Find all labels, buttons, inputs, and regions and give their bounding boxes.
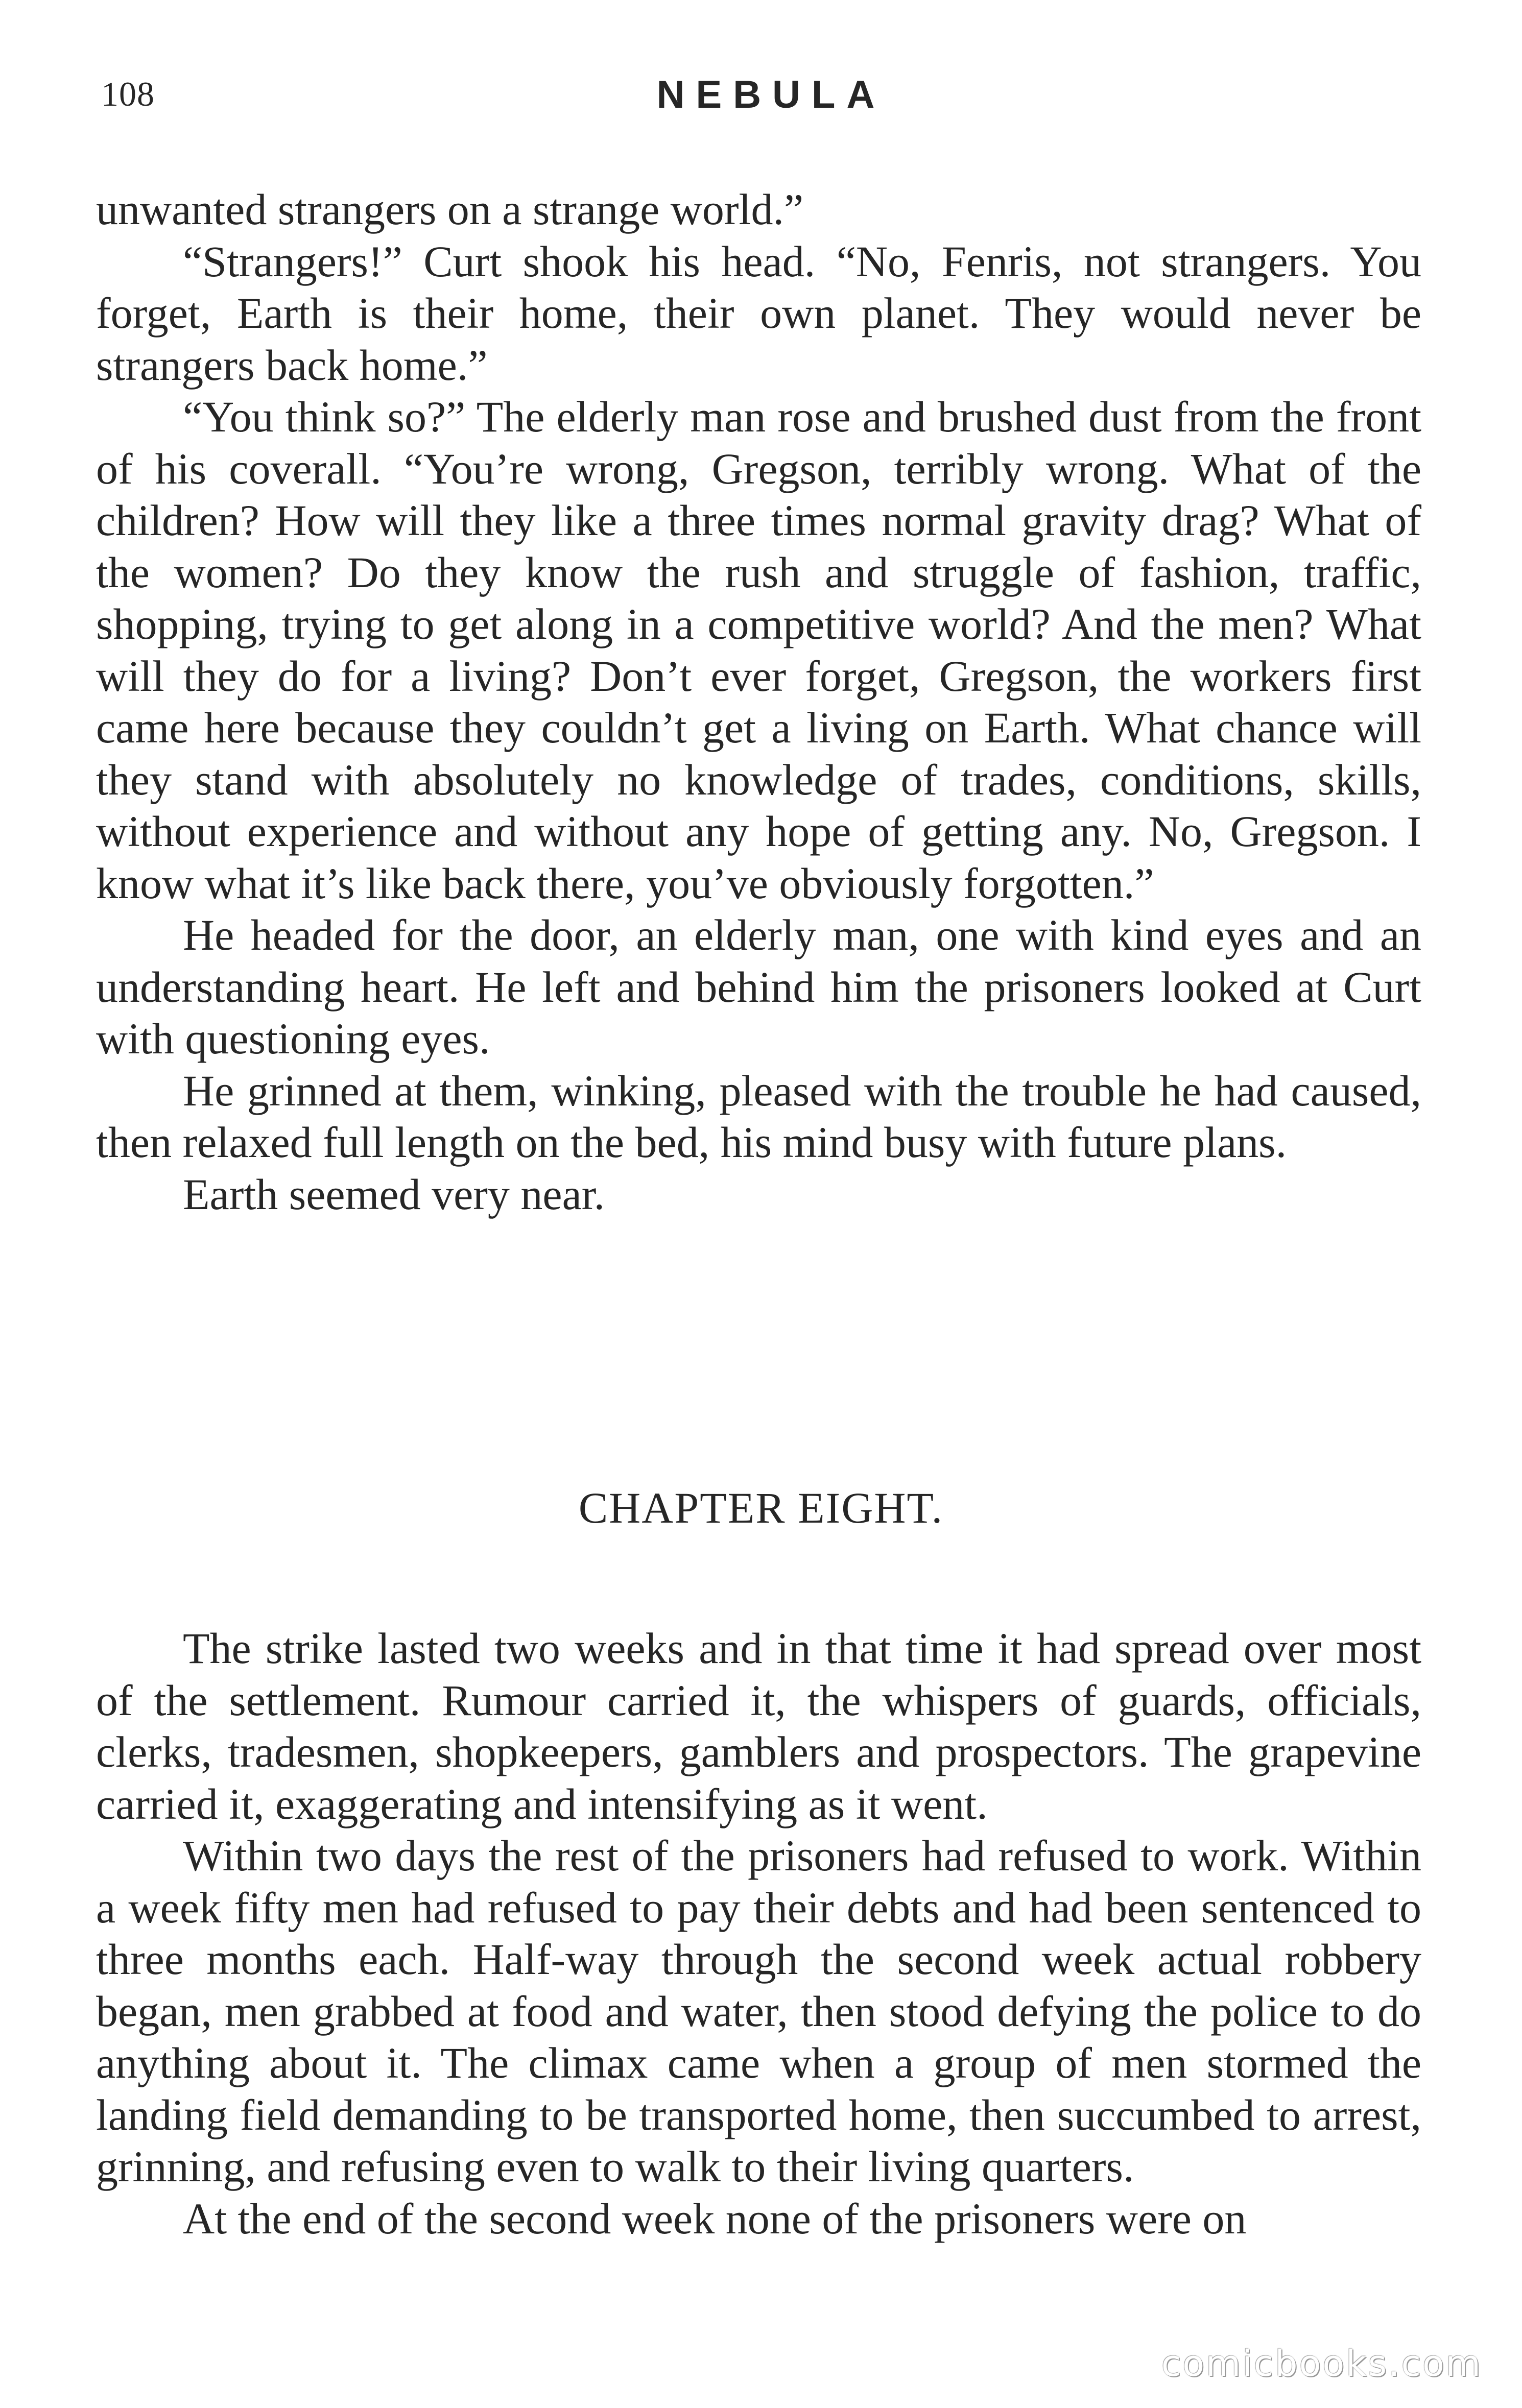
paragraph: He headed for the door, an elderly man, one with kind eyes and an understanding heart. He left and behind him the prisoners looked at Curt with questioning eyes. xyxy=(96,910,1421,1063)
paragraph: He grinned at them, winking, pleased with the trouble he had caused, then relaxed full length on the bed, his mind busy with future plans. xyxy=(96,1066,1421,1167)
paragraph-continuation: unwanted strangers on a strange world.” xyxy=(96,185,804,234)
paragraph: “You think so?” The elderly man rose and brushed dust from the front of his coverall. “You’re wrong, Gregson, terribly wrong. What of the children? How will they like a three times normal gravity drag? What of the women? Do they know the rush and struggle of fashion, traffic, shopping, trying to get along in a competitive world? And the men? What will they do for a living? Don’t ever forget, Gregson, the workers first came here because they couldn’t get a living on Earth. What chance will they stand with absolutely no knowledge of trades, conditions, skills, without experience and without any hope of getting any. No, Gregson. I know what it’s like back there, you’ve obviously forgotten.” xyxy=(96,392,1421,908)
running-title: NEBULA xyxy=(656,73,886,116)
page-number: 108 xyxy=(101,75,155,113)
text-column-bottom xyxy=(96,1623,1421,2245)
paragraph: The strike lasted two weeks and in that time it had spread over most of the settlement. Rumour carried it, the whispers of guards, officials, clerks, tradesmen, shopkeepers, gamblers and prospectors. The grapevine carried it, exaggerating and intensifying as it went. xyxy=(96,1624,1421,1828)
paragraph: At the end of the second week none of the prisoners were on xyxy=(183,2194,1247,2243)
paragraph: Within two days the rest of the prisoners had refused to work. Within a week fifty men had refused to pay their debts and had been sentenced to three months each. Half-way through the second week actual robbery began, men grabbed at food and water, then stood defying the police to do anything about it. The climax came when a group of men stormed the landing field demanding to be transported home, then succumbed to arrest, grinning, and refusing even to walk to their living quarters. xyxy=(96,1831,1421,2191)
paragraph: “Strangers!” Curt shook his head. “No, Fenris, not strangers. You forget, Earth is their home, their own planet. They would never be strangers back home.” xyxy=(96,236,1421,390)
paragraph: Earth seemed very near. xyxy=(183,1169,605,1219)
chapter-heading: CHAPTER EIGHT. xyxy=(578,1483,944,1532)
text-column-top xyxy=(96,184,1421,1220)
watermark: comicbooks.com xyxy=(1161,2343,1482,2385)
